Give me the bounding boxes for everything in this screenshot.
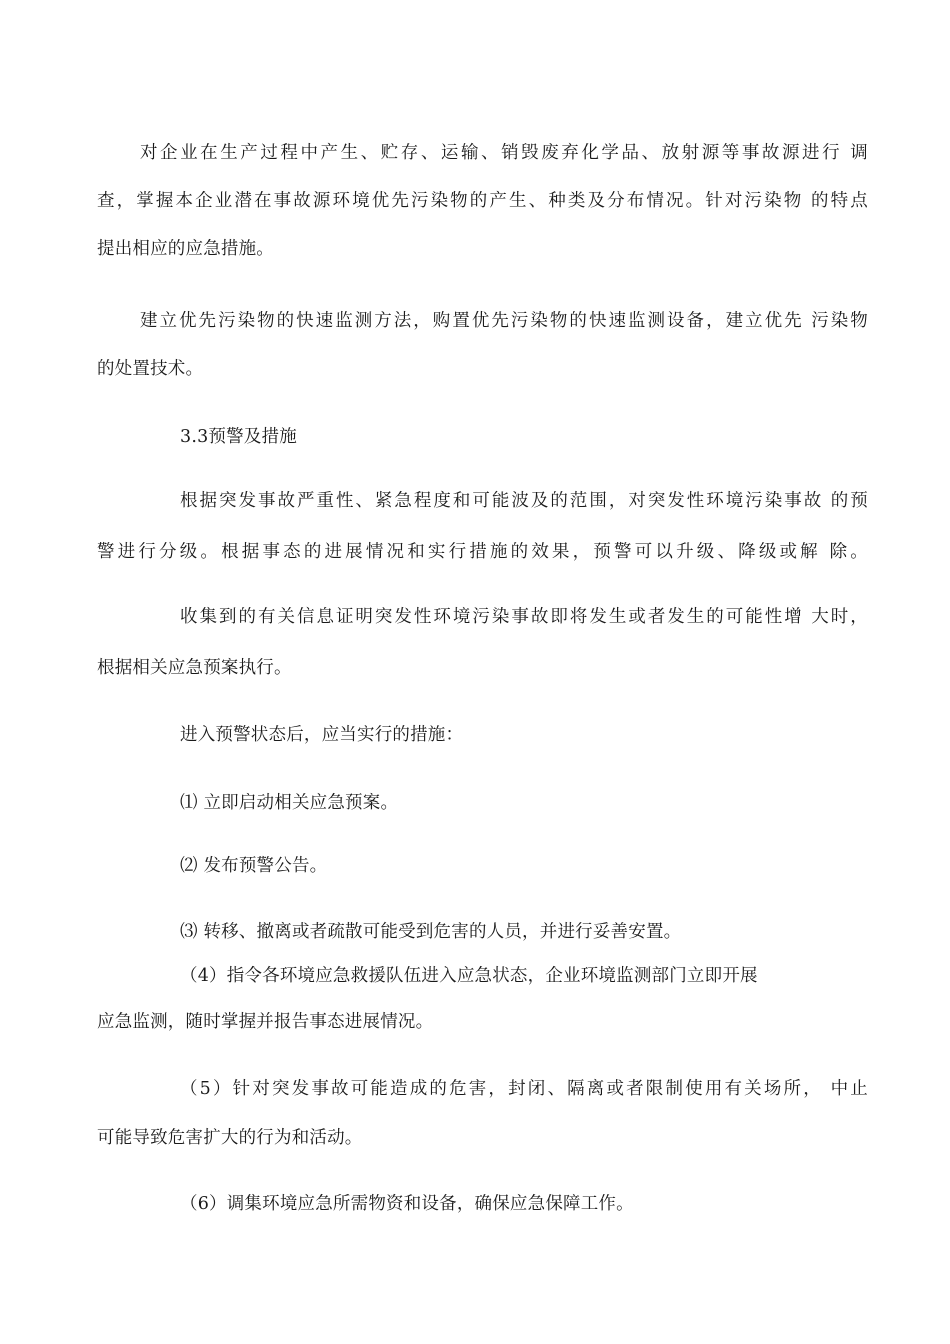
paragraph-3-line-1: 根据突发事故严重性、紧急程度和可能波及的范围，对突发性环境污染事故 的预 <box>180 491 868 511</box>
paragraph-1-line-3: 提出相应的应急措施。 <box>97 239 274 259</box>
list-item-3: ⑶ 转移、撤离或者疏散可能受到危害的人员，并进行妥善安置。 <box>180 922 682 942</box>
paragraph-2-line-1: 建立优先污染物的快速监测方法，购置优先污染物的快速监测设备，建立优先 污染物 <box>140 311 868 331</box>
list-item-5-line-2: 可能导致危害扩大的行为和活动。 <box>97 1128 363 1148</box>
paragraph-1-line-1: 对企业在生产过程中产生、贮存、运输、销毁废弃化学品、放射源等事故源进行 调 <box>140 143 868 163</box>
paragraph-5-line-1: 进入预警状态后，应当实行的措施： <box>180 725 464 745</box>
paragraph-4-line-2: 根据相关应急预案执行。 <box>97 658 292 678</box>
list-item-4-line-1: （4）指令各环境应急救援队伍进入应急状态，企业环境监测部门立即开展 <box>180 966 758 986</box>
paragraph-4-line-1: 收集到的有关信息证明突发性环境污染事故即将发生或者发生的可能性增 大时， <box>180 607 868 627</box>
paragraph-3-line-2: 警进行分级。根据事态的进展情况和实行措施的效果，预警可以升级、降级或解 除。 <box>97 542 868 562</box>
list-item-6: （6）调集环境应急所需物资和设备，确保应急保障工作。 <box>180 1194 634 1214</box>
list-item-4-line-2: 应急监测，随时掌握并报告事态进展情况。 <box>97 1012 434 1032</box>
list-item-2: ⑵ 发布预警公告。 <box>180 856 328 876</box>
list-item-1: ⑴ 立即启动相关应急预案。 <box>180 793 399 813</box>
section-heading: 3.3预警及措施 <box>180 427 297 447</box>
paragraph-1-line-2: 查，掌握本企业潜在事故源环境优先污染物的产生、种类及分布情况。针对污染物 的特点 <box>97 191 868 211</box>
list-item-5-line-1: （5）针对突发事故可能造成的危害，封闭、隔离或者限制使用有关场所， 中止 <box>180 1079 868 1099</box>
paragraph-2-line-2: 的处置技术。 <box>97 359 204 379</box>
